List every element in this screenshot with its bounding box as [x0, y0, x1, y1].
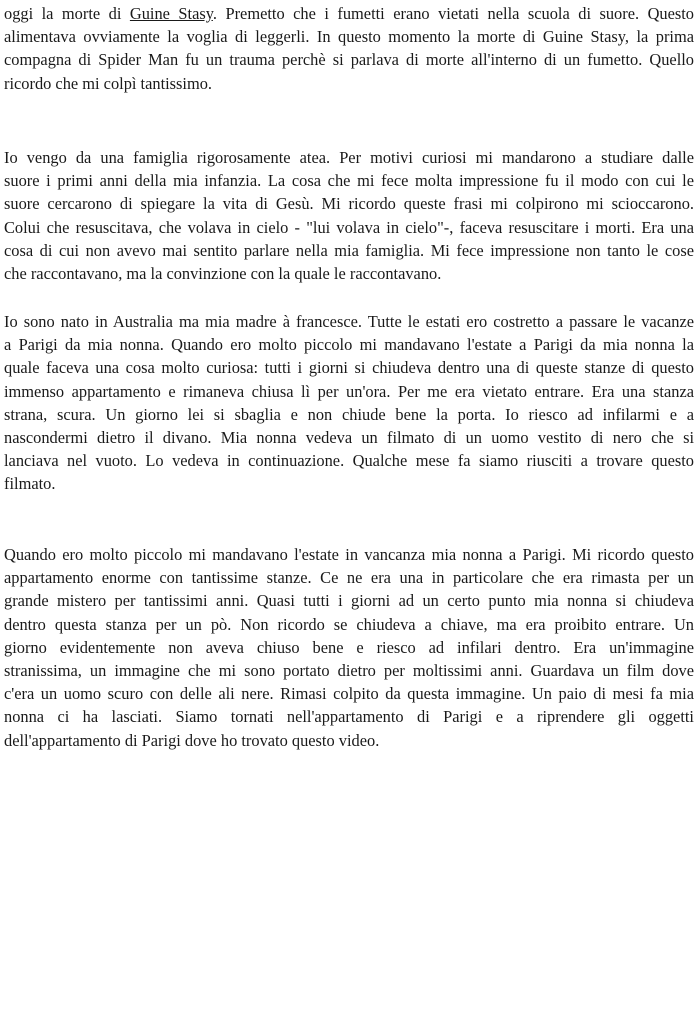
- underlined-name: Guine Stasy: [129, 4, 213, 23]
- text-line: dell'appartamento di Parigi dove ho trovato questo video.: [4, 730, 380, 750]
- text-line: quale faceva una cosa molto curiosa: tutti i giorni si chiudeva dentro una di queste stanze di questo: [4, 358, 694, 378]
- text-span: . Premetto che i fumetti erano vietati nella scuola di suore. Questo: [212, 4, 694, 23]
- text-line: Io vengo da una famiglia rigorosamente atea. Per motivi curiosi mi mandarono a studiare dalle: [4, 148, 694, 167]
- text-line: suore i primi anni della mia infanzia. La cosa che mi fece molta impressione fu il modo con cui le: [4, 171, 694, 191]
- paragraph-famiglia-atea: [4, 146, 694, 285]
- text-line: filmato.: [4, 474, 56, 494]
- text-line: [4, 2, 694, 25]
- text-line: nonna ci ha lasciati. Siamo tornati nell'appartamento di Parigi e a riprendere gli oggetti: [4, 707, 694, 727]
- text-line: a Parigi da mia nonna. Quando ero molto piccolo mi mandavano l'estate a Parigi da mia nonna la: [4, 335, 694, 355]
- text-line: alimentava ovviamente la voglia di leggerli. In questo momento la morte di Guine Stasy, la prima: [4, 27, 694, 47]
- text-line: strana, scura. Un giorno lei si sbaglia e non chiude bene la porta. Io riesco ad infilarmi e a: [4, 404, 694, 424]
- text-line: dentro questa stanza per un pò. Non ricordo se chiudeva a chiave, ma era proibito entrare. Un: [4, 614, 694, 634]
- text-line: lanciava nel vuoto. Lo vedeva in continuazione. Qualche mese fa siamo riusciti a trovare questo: [4, 451, 694, 471]
- text-line: stranissima, un immagine che mi sono portato dietro per moltissimi anni. Guardava un film dove: [4, 661, 694, 681]
- text-span: oggi la morte di: [4, 4, 130, 23]
- text-line: ricordo che mi colpì tantissimo.: [4, 73, 213, 93]
- text-line: c'era un uomo scuro con delle ali nere. Rimasi colpito da questa immagine. Un paio di mesi fa mia: [4, 684, 694, 704]
- paragraph-australia-parigi: [4, 310, 694, 496]
- text-line: grande mistero per tantissimi anni. Quasi tutti i giorni ad un certo punto mia nonna si chiudeva: [4, 591, 694, 611]
- text-line: Colui che resuscitava, che volava in cielo - "lui volava in cielo"-, faceva resuscitare i morti. Era una: [4, 217, 694, 237]
- paragraph-fumetti: [4, 2, 694, 95]
- text-line: nascondermi dietro il divano. Mia nonna vedeva un filmato di un uomo vestito di nero che si: [4, 428, 694, 448]
- text-line: Io sono nato in Australia ma mia madre à francesce. Tutte le estati ero costretto a passare le vacanze: [4, 312, 694, 331]
- text-line: cosa di cui non avevo mai sentito parlare nella mia famiglia. Mi fece impressione non tanto le cose: [4, 240, 694, 260]
- paragraph-nonna-parigi: [4, 543, 694, 752]
- text-line: Quando ero molto piccolo mi mandavano l'estate in vancanza mia nonna a Parigi. Mi ricordo questo: [4, 545, 694, 564]
- text-line: immenso appartamento e rimaneva chiusa lì per un'ora. Per me era vietato entrare. Era una stanza: [4, 381, 694, 401]
- text-line: appartamento enorme con tantissime stanze. Ce ne era una in particolare che era rimasta per un: [4, 568, 694, 588]
- text-line: giorno evidentemente non aveva chiuso bene e riesco ad infilari dentro. Era un'immagine: [4, 637, 694, 657]
- text-line: suore cercarono di spiegare la vita di Gesù. Mi ricordo queste frasi mi colpirono mi scioccarono.: [4, 194, 694, 214]
- text-line: compagna di Spider Man fu un trauma perchè si parlava di morte all'interno di un fumetto. Quello: [4, 50, 694, 70]
- text-line: che raccontavano, ma la convinzione con la quale le raccontavano.: [4, 264, 442, 284]
